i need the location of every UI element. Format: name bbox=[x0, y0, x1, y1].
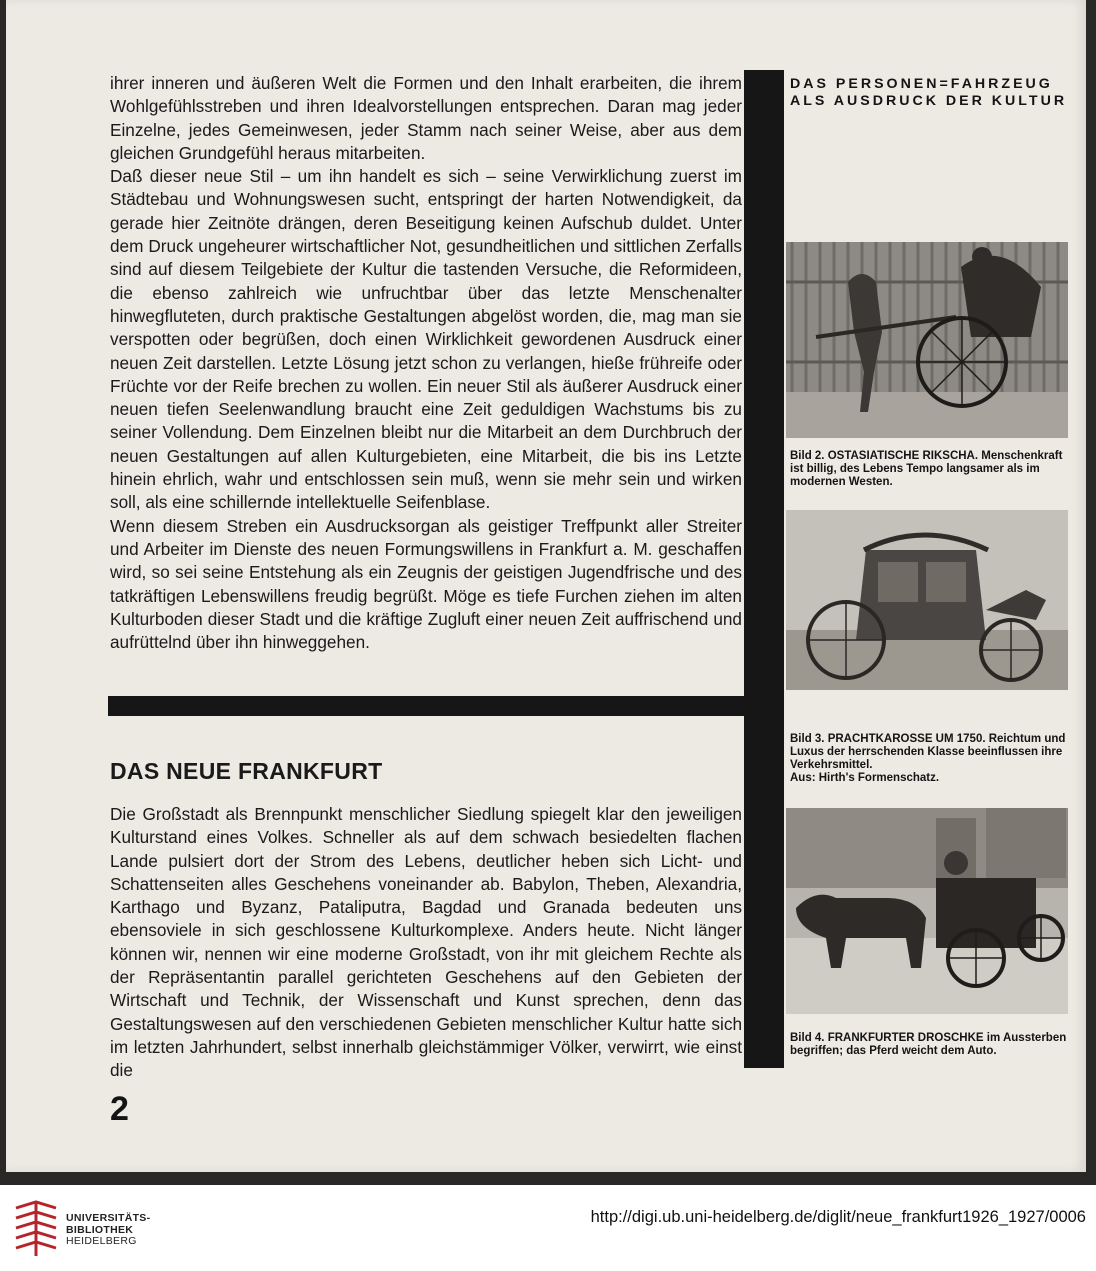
library-name-line: UNIVERSITÄTS- bbox=[66, 1212, 151, 1224]
caption-carriage bbox=[790, 733, 1074, 785]
source-url-link[interactable]: http://digi.ub.uni-heidelberg.de/diglit/neue_frankfurt1926_1927/0006 bbox=[590, 1208, 1086, 1226]
rickshaw-photo bbox=[786, 242, 1068, 438]
page-number: 2 bbox=[110, 1090, 129, 1128]
vertical-rule bbox=[744, 70, 784, 1068]
caption-source: Aus: Hirth's Formenschatz. bbox=[790, 772, 940, 784]
side-title bbox=[790, 76, 1080, 110]
viewer-footer bbox=[0, 1185, 1096, 1271]
caption-droschke bbox=[790, 1032, 1074, 1058]
section-text-block bbox=[110, 803, 742, 1083]
section-heading: DAS NEUE FRANKFURT bbox=[110, 758, 383, 784]
library-name bbox=[66, 1213, 150, 1248]
section-paragraph: Die Großstadt als Brennpunkt menschlicher Siedlung spiegelt klar den jeweiligen Kulturstand eines Volkes. Schneller als auf dem schwach besiedelten flachen Lande pulsiert dort der Strom des Lebens, deutlicher heben sich Licht- und Schattenseiten alles Geschehens voneinander ab. Babylon, Theben, Alexandria, Karthago und Byzanz, Pataliputra, Bagdad und Granada bedeuten uns ebensoviele in sich geschlossene Kulturkomplexe. Anders heute. Nicht länger können wir, nennen wir eine moderne Großstadt, von ihr mit gleichem Rechte als der Repräsentantin parallel gerichteten Geschehens auf den Gebieten der Wirtschaft und Technik, der Wissenschaft und Kunst sprechen, denn das Gestaltungswesen auf den verschiedenen Gebieten menschlicher Kultur hatte sich im letzten Jahrhundert, selbst innerhalb gleichstämmiger Völker, verwirrt, wie einst die bbox=[110, 804, 742, 1081]
library-name-line: BIBLIOTHEK bbox=[66, 1223, 134, 1236]
library-logo-icon bbox=[12, 1200, 60, 1258]
side-title-line: ALS AUSDRUCK DER KULTUR bbox=[790, 93, 1068, 109]
caption-text: Bild 2. OSTASIATISCHE RIKSCHA. Menschenkraft ist billig, des Lebens Tempo langsamer als im modernen Westen. bbox=[790, 450, 1063, 488]
caption-rickshaw bbox=[790, 450, 1074, 489]
intro-text-block bbox=[110, 72, 742, 654]
library-name-line: HEIDELBERG bbox=[66, 1235, 137, 1247]
body-paragraph: Wenn diesem Streben ein Ausdrucksorgan als geistiger Treffpunkt aller Streiter und Arbeiter im Dienste des neuen Formungswillens in Frankfurt a. M. geschaffen wird, so sei seine Entstehung als ein Zeugnis der geistigen Jugendfrische und des tatkräftigen Lebenswillens freudig begrüßt. Möge es tiefe Furchen ziehen im alten Kulturboden dieser Stadt und die kräftige Zugluft einer neuen Zeit auffrischend und aufrüttelnd über ihn hinweggehen. bbox=[110, 515, 742, 653]
body-paragraph: Daß dieser neue Stil – um ihn handelt es sich – seine Verwirklichung zuerst im Städtebau und Wohnungswesen sucht, entspringt der harten Notwendigkeit, da gerade hier Zeitnöte drängen, deren Beseitigung keinen Aufschub duldet. Unter dem Druck ungeheurer wirtschaftlicher Not, gesundheitlichen und sittlichen Zerfalls sind auf diesem Teilgebiete der Kultur die tastenden Versuche, die Reformideen, die ebenso zahlreich wie unfruchtbar über das letzte Menschenalter hinwegfluteten, durch praktische Gestaltungen abgelöst worden, die, mag man sie verspotten oder begrüßen, doch einen Wirklichkeit gewordenen Ausdruck einer neuen Zeit darstellen. Letzte Lösung jetzt schon zu verlangen, hieße frühreife oder Früchte vor der Reife brechen zu wollen. Ein neuer Stil als äußerer Ausdruck einer neuen tiefen Seelenwandlung braucht eine Zeit geduldigen Wachstums bis zu seiner Vollendung. Dem Einzelnen bleibt nur die Mitarbeit an dem Durchbruch der neuen Gestaltungen auf allen Kulturgebieten, eine Mitarbeit, die bis ins Letzte hinein ehrlich, wahr und entschlossen sein muß, wenn sie mehr sein und wirken soll, als eine schillernde intellektuelle Seifenblase. bbox=[110, 166, 742, 513]
body-paragraph: ihrer inneren und äußeren Welt die Formen und den Inhalt erarbeiten, die ihrem Wohlgefühlsstreben und ihren Idealvorstellungen entsprechen. Daran mag jeder Einzelne, jedes Gemeinwesen, jeder Stamm nach seiner Weise, aber aus dem gleichen Grundgefühl heraus mitarbeiten. bbox=[110, 73, 742, 163]
caption-text: Bild 4. FRANKFURTER DROSCHKE im Aussterben begriffen; das Pferd weicht dem Auto. bbox=[790, 1032, 1067, 1057]
caption-text: Bild 3. PRACHTKAROSSE UM 1750. Reichtum und Luxus der herrschenden Klasse beeinflussen ihre Verkehrsmittel. bbox=[790, 733, 1066, 771]
carriage-photo bbox=[786, 510, 1068, 690]
side-title-line: DAS PERSONEN=FAHRZEUG bbox=[790, 76, 1053, 92]
horizontal-rule bbox=[108, 696, 744, 716]
droschke-photo bbox=[786, 808, 1068, 1014]
